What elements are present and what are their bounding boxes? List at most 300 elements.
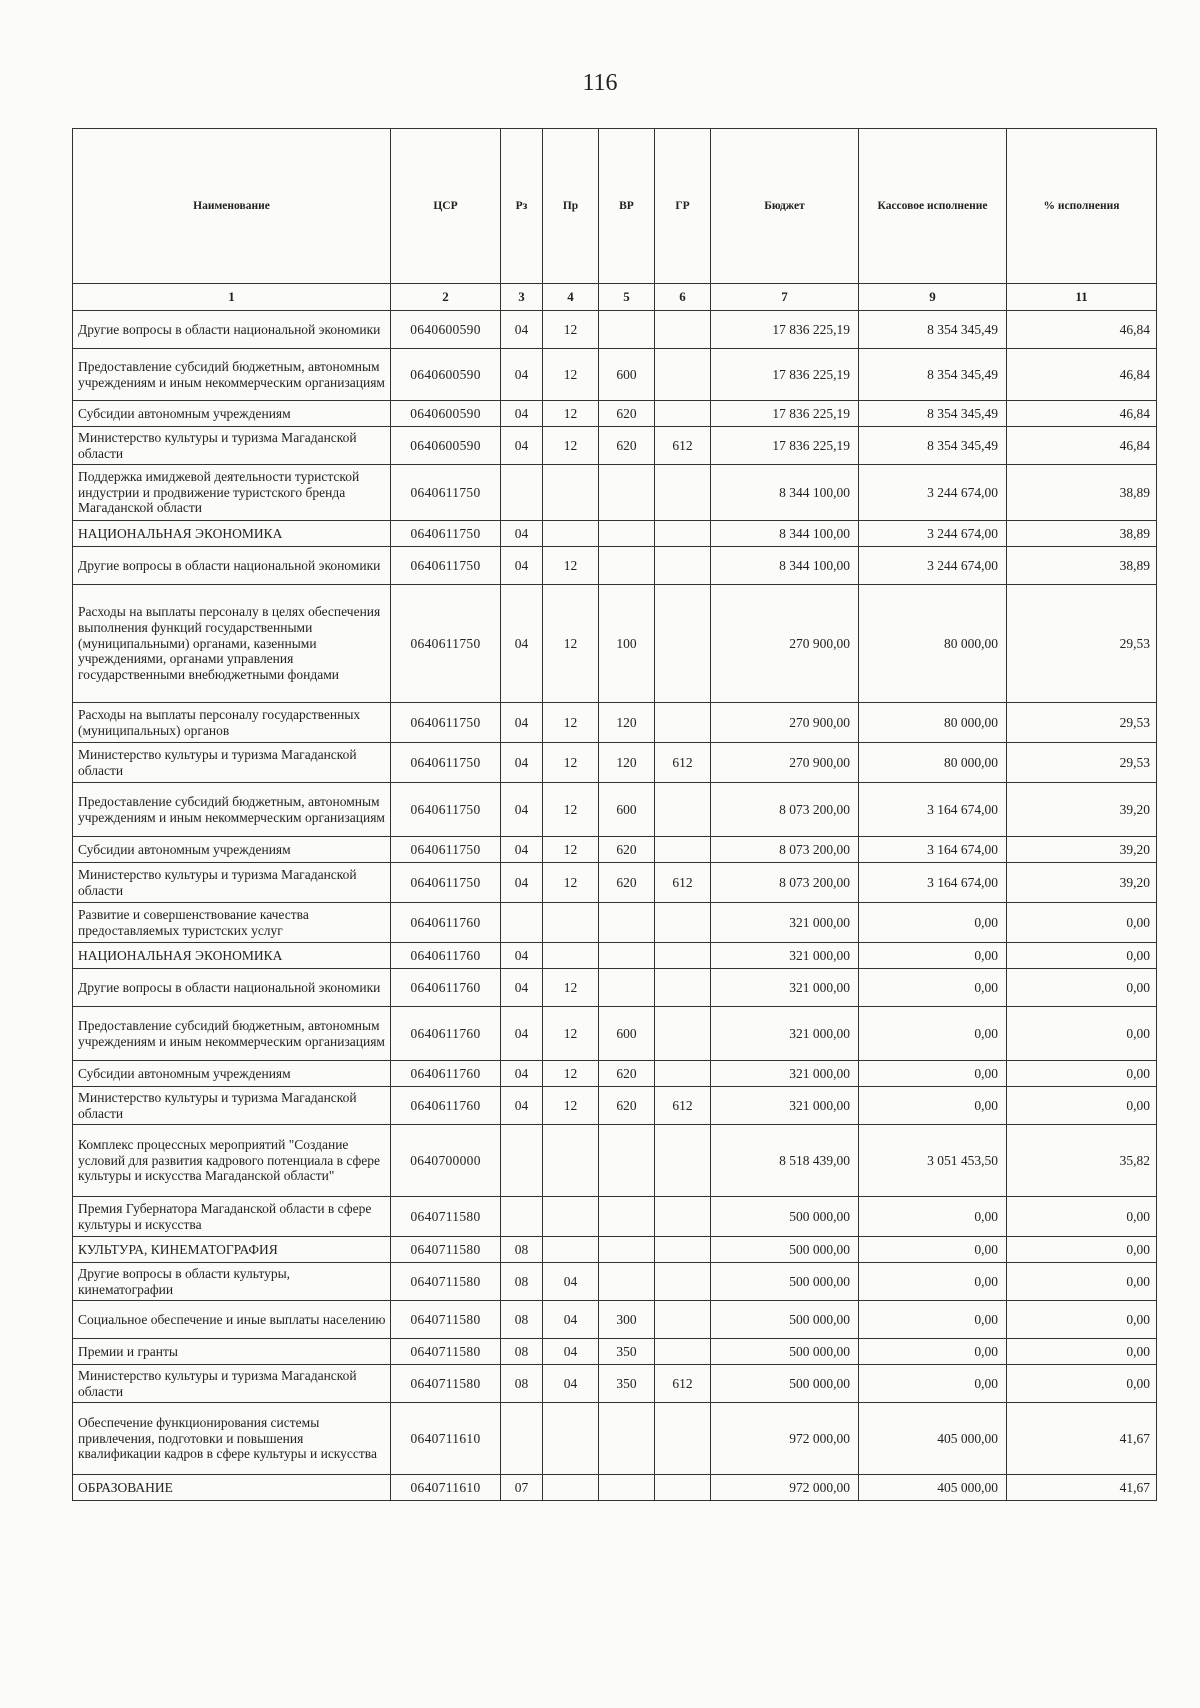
cell-rz: 08 xyxy=(501,1263,543,1301)
cell-name: Премия Губернатора Магаданской области в сфере культуры и искусства xyxy=(73,1197,391,1237)
column-number-row xyxy=(73,284,1157,311)
cell-pr xyxy=(543,1403,599,1475)
cell-execution-percent: 38,89 xyxy=(1007,465,1157,521)
cell-vr: 620 xyxy=(599,837,655,863)
table-row xyxy=(73,1061,1157,1087)
cell-rz: 04 xyxy=(501,401,543,427)
cell-budget: 321 000,00 xyxy=(711,1061,859,1087)
cell-execution-percent: 0,00 xyxy=(1007,969,1157,1007)
cell-pr: 04 xyxy=(543,1339,599,1365)
cell-rz: 04 xyxy=(501,943,543,969)
cell-gr xyxy=(655,1061,711,1087)
cell-csr: 0640711610 xyxy=(391,1403,501,1475)
cell-budget: 8 518 439,00 xyxy=(711,1125,859,1197)
cell-execution-percent: 0,00 xyxy=(1007,1301,1157,1339)
cell-vr: 120 xyxy=(599,743,655,783)
cell-pr xyxy=(543,943,599,969)
cell-execution-percent: 35,82 xyxy=(1007,1125,1157,1197)
cell-vr: 600 xyxy=(599,349,655,401)
table-row xyxy=(73,703,1157,743)
cell-cash-execution: 0,00 xyxy=(859,1087,1007,1125)
cell-vr xyxy=(599,1125,655,1197)
cell-name: Министерство культуры и туризма Магаданской области xyxy=(73,1087,391,1125)
cell-name: ОБРАЗОВАНИЕ xyxy=(73,1475,391,1501)
header-vr: ВР xyxy=(599,129,655,284)
cell-vr xyxy=(599,1403,655,1475)
cell-gr xyxy=(655,1403,711,1475)
cell-vr xyxy=(599,1197,655,1237)
cell-cash-execution: 3 164 674,00 xyxy=(859,863,1007,903)
cell-cash-execution: 8 354 345,49 xyxy=(859,311,1007,349)
cell-vr xyxy=(599,547,655,585)
cell-gr xyxy=(655,311,711,349)
cell-budget: 270 900,00 xyxy=(711,743,859,783)
cell-csr: 0640711580 xyxy=(391,1197,501,1237)
cell-name: Другие вопросы в области национальной экономики xyxy=(73,969,391,1007)
header-budget: Бюджет xyxy=(711,129,859,284)
cell-budget: 17 836 225,19 xyxy=(711,401,859,427)
column-number: 7 xyxy=(711,284,859,311)
table-row xyxy=(73,311,1157,349)
cell-pr: 12 xyxy=(543,427,599,465)
cell-name: Другие вопросы в области национальной экономики xyxy=(73,547,391,585)
cell-budget: 500 000,00 xyxy=(711,1339,859,1365)
cell-csr: 0640611760 xyxy=(391,903,501,943)
cell-rz: 08 xyxy=(501,1365,543,1403)
cell-rz: 04 xyxy=(501,349,543,401)
cell-csr: 0640600590 xyxy=(391,349,501,401)
cell-budget: 8 073 200,00 xyxy=(711,783,859,837)
cell-name: Предоставление субсидий бюджетным, автономным учреждениям и иным некоммерческим организациям xyxy=(73,1007,391,1061)
table-row xyxy=(73,783,1157,837)
cell-cash-execution: 8 354 345,49 xyxy=(859,427,1007,465)
cell-rz: 04 xyxy=(501,1007,543,1061)
cell-vr: 620 xyxy=(599,1087,655,1125)
cell-cash-execution: 0,00 xyxy=(859,1339,1007,1365)
cell-cash-execution: 0,00 xyxy=(859,903,1007,943)
cell-cash-execution: 0,00 xyxy=(859,1365,1007,1403)
cell-budget: 17 836 225,19 xyxy=(711,427,859,465)
header-cash-execution: Кассовое исполнение xyxy=(859,129,1007,284)
table-body xyxy=(73,311,1157,1501)
cell-vr: 600 xyxy=(599,783,655,837)
cell-csr: 0640611750 xyxy=(391,863,501,903)
cell-vr xyxy=(599,969,655,1007)
cell-csr: 0640611750 xyxy=(391,585,501,703)
cell-gr xyxy=(655,943,711,969)
cell-budget: 8 344 100,00 xyxy=(711,547,859,585)
cell-rz: 04 xyxy=(501,703,543,743)
cell-name: Субсидии автономным учреждениям xyxy=(73,1061,391,1087)
cell-cash-execution: 0,00 xyxy=(859,969,1007,1007)
cell-budget: 270 900,00 xyxy=(711,703,859,743)
cell-csr: 0640711580 xyxy=(391,1263,501,1301)
cell-name: Другие вопросы в области национальной экономики xyxy=(73,311,391,349)
column-number: 9 xyxy=(859,284,1007,311)
cell-execution-percent: 29,53 xyxy=(1007,743,1157,783)
cell-budget: 500 000,00 xyxy=(711,1263,859,1301)
cell-pr xyxy=(543,1125,599,1197)
column-number: 1 xyxy=(73,284,391,311)
cell-csr: 0640611750 xyxy=(391,783,501,837)
cell-budget: 8 344 100,00 xyxy=(711,465,859,521)
cell-pr: 12 xyxy=(543,969,599,1007)
cell-rz: 08 xyxy=(501,1301,543,1339)
cell-vr xyxy=(599,1237,655,1263)
cell-vr xyxy=(599,903,655,943)
table-row xyxy=(73,1263,1157,1301)
cell-pr: 12 xyxy=(543,863,599,903)
cell-execution-percent: 38,89 xyxy=(1007,521,1157,547)
table-row xyxy=(73,743,1157,783)
table-row xyxy=(73,465,1157,521)
cell-execution-percent: 0,00 xyxy=(1007,1237,1157,1263)
cell-execution-percent: 46,84 xyxy=(1007,349,1157,401)
table-row xyxy=(73,969,1157,1007)
cell-budget: 500 000,00 xyxy=(711,1301,859,1339)
cell-cash-execution: 3 244 674,00 xyxy=(859,521,1007,547)
cell-gr: 612 xyxy=(655,1365,711,1403)
cell-csr: 0640611760 xyxy=(391,943,501,969)
cell-rz xyxy=(501,1197,543,1237)
cell-vr: 350 xyxy=(599,1339,655,1365)
cell-gr xyxy=(655,585,711,703)
cell-gr xyxy=(655,465,711,521)
cell-cash-execution: 0,00 xyxy=(859,1237,1007,1263)
header-pr: Пр xyxy=(543,129,599,284)
cell-rz: 04 xyxy=(501,783,543,837)
cell-rz xyxy=(501,1125,543,1197)
cell-execution-percent: 0,00 xyxy=(1007,1263,1157,1301)
table-row xyxy=(73,1197,1157,1237)
cell-cash-execution: 80 000,00 xyxy=(859,585,1007,703)
cell-cash-execution: 3 051 453,50 xyxy=(859,1125,1007,1197)
cell-gr: 612 xyxy=(655,427,711,465)
cell-name: НАЦИОНАЛЬНАЯ ЭКОНОМИКА xyxy=(73,521,391,547)
cell-budget: 972 000,00 xyxy=(711,1475,859,1501)
cell-budget: 972 000,00 xyxy=(711,1403,859,1475)
cell-cash-execution: 3 164 674,00 xyxy=(859,837,1007,863)
cell-pr xyxy=(543,1237,599,1263)
cell-pr xyxy=(543,1197,599,1237)
cell-pr xyxy=(543,521,599,547)
table-row xyxy=(73,1339,1157,1365)
cell-pr: 04 xyxy=(543,1365,599,1403)
cell-name: Министерство культуры и туризма Магаданской области xyxy=(73,1365,391,1403)
cell-vr: 620 xyxy=(599,427,655,465)
cell-csr: 0640711580 xyxy=(391,1237,501,1263)
header-csr: ЦСР xyxy=(391,129,501,284)
table-row xyxy=(73,837,1157,863)
column-number: 5 xyxy=(599,284,655,311)
header-gr: ГР xyxy=(655,129,711,284)
cell-gr xyxy=(655,969,711,1007)
cell-gr: 612 xyxy=(655,743,711,783)
cell-gr xyxy=(655,783,711,837)
table-row xyxy=(73,1301,1157,1339)
cell-rz: 04 xyxy=(501,311,543,349)
cell-rz: 04 xyxy=(501,585,543,703)
cell-execution-percent: 0,00 xyxy=(1007,943,1157,969)
cell-cash-execution: 80 000,00 xyxy=(859,703,1007,743)
cell-pr: 12 xyxy=(543,837,599,863)
cell-cash-execution: 0,00 xyxy=(859,1263,1007,1301)
cell-csr: 0640611760 xyxy=(391,1087,501,1125)
cell-csr: 0640611750 xyxy=(391,837,501,863)
cell-name: Министерство культуры и туризма Магаданской области xyxy=(73,427,391,465)
cell-vr: 620 xyxy=(599,401,655,427)
cell-pr: 12 xyxy=(543,349,599,401)
cell-gr xyxy=(655,1007,711,1061)
cell-vr xyxy=(599,943,655,969)
cell-vr xyxy=(599,465,655,521)
cell-execution-percent: 39,20 xyxy=(1007,863,1157,903)
cell-vr: 120 xyxy=(599,703,655,743)
cell-execution-percent: 41,67 xyxy=(1007,1475,1157,1501)
cell-csr: 0640711610 xyxy=(391,1475,501,1501)
cell-rz: 04 xyxy=(501,969,543,1007)
column-number: 2 xyxy=(391,284,501,311)
cell-cash-execution: 3 244 674,00 xyxy=(859,547,1007,585)
cell-pr: 04 xyxy=(543,1301,599,1339)
cell-execution-percent: 46,84 xyxy=(1007,427,1157,465)
cell-cash-execution: 80 000,00 xyxy=(859,743,1007,783)
cell-name: Обеспечение функционирования системы привлечения, подготовки и повышения квалификации кадров в сфере культуры и искусства xyxy=(73,1403,391,1475)
cell-name: Поддержка имиджевой деятельности туристской индустрии и продвижение туристского бренда Магаданской области xyxy=(73,465,391,521)
table-row xyxy=(73,401,1157,427)
cell-gr xyxy=(655,1301,711,1339)
header-rz: Рз xyxy=(501,129,543,284)
cell-pr: 12 xyxy=(543,585,599,703)
cell-execution-percent: 0,00 xyxy=(1007,1365,1157,1403)
table-row xyxy=(73,521,1157,547)
cell-budget: 321 000,00 xyxy=(711,903,859,943)
table-row xyxy=(73,1403,1157,1475)
cell-vr: 620 xyxy=(599,863,655,903)
cell-vr: 600 xyxy=(599,1007,655,1061)
cell-gr xyxy=(655,547,711,585)
cell-csr: 0640611760 xyxy=(391,1061,501,1087)
cell-execution-percent: 38,89 xyxy=(1007,547,1157,585)
cell-name: Развитие и совершенствование качества предоставляемых туристских услуг xyxy=(73,903,391,943)
cell-pr xyxy=(543,1475,599,1501)
table-row xyxy=(73,547,1157,585)
column-number: 6 xyxy=(655,284,711,311)
cell-execution-percent: 46,84 xyxy=(1007,311,1157,349)
column-number: 4 xyxy=(543,284,599,311)
header-row xyxy=(73,129,1157,284)
cell-csr: 0640611750 xyxy=(391,521,501,547)
cell-gr xyxy=(655,401,711,427)
cell-vr xyxy=(599,521,655,547)
column-number: 11 xyxy=(1007,284,1157,311)
cell-rz: 04 xyxy=(501,1061,543,1087)
cell-csr: 0640711580 xyxy=(391,1339,501,1365)
table-row xyxy=(73,1087,1157,1125)
cell-execution-percent: 46,84 xyxy=(1007,401,1157,427)
cell-pr: 12 xyxy=(543,1007,599,1061)
cell-pr: 12 xyxy=(543,1087,599,1125)
cell-pr: 12 xyxy=(543,1061,599,1087)
cell-execution-percent: 29,53 xyxy=(1007,585,1157,703)
cell-rz: 04 xyxy=(501,863,543,903)
cell-csr: 0640611750 xyxy=(391,465,501,521)
cell-csr: 0640611750 xyxy=(391,547,501,585)
cell-cash-execution: 0,00 xyxy=(859,1061,1007,1087)
cell-csr: 0640711580 xyxy=(391,1301,501,1339)
cell-budget: 8 073 200,00 xyxy=(711,837,859,863)
cell-rz: 07 xyxy=(501,1475,543,1501)
cell-gr xyxy=(655,1197,711,1237)
table-row xyxy=(73,1365,1157,1403)
cell-pr: 12 xyxy=(543,783,599,837)
cell-csr: 0640600590 xyxy=(391,401,501,427)
cell-budget: 500 000,00 xyxy=(711,1365,859,1403)
cell-gr xyxy=(655,903,711,943)
cell-cash-execution: 0,00 xyxy=(859,1197,1007,1237)
cell-rz xyxy=(501,465,543,521)
cell-pr: 12 xyxy=(543,547,599,585)
cell-gr xyxy=(655,1339,711,1365)
cell-budget: 17 836 225,19 xyxy=(711,349,859,401)
table-row xyxy=(73,427,1157,465)
column-number: 3 xyxy=(501,284,543,311)
cell-budget: 321 000,00 xyxy=(711,1087,859,1125)
cell-execution-percent: 0,00 xyxy=(1007,1061,1157,1087)
cell-execution-percent: 41,67 xyxy=(1007,1403,1157,1475)
cell-name: Министерство культуры и туризма Магаданской области xyxy=(73,863,391,903)
cell-vr: 350 xyxy=(599,1365,655,1403)
table-row xyxy=(73,349,1157,401)
cell-gr xyxy=(655,521,711,547)
cell-rz xyxy=(501,903,543,943)
cell-rz: 08 xyxy=(501,1237,543,1263)
cell-csr: 0640611750 xyxy=(391,743,501,783)
cell-name: Комплекс процессных мероприятий "Создание условий для развития кадрового потенциала в сфере культуры и искусства Магаданской области" xyxy=(73,1125,391,1197)
header-execution-percent: % исполнения xyxy=(1007,129,1157,284)
cell-csr: 0640711580 xyxy=(391,1365,501,1403)
cell-name: Предоставление субсидий бюджетным, автономным учреждениям и иным некоммерческим организациям xyxy=(73,349,391,401)
cell-csr: 0640611760 xyxy=(391,969,501,1007)
cell-cash-execution: 3 244 674,00 xyxy=(859,465,1007,521)
cell-csr: 0640611760 xyxy=(391,1007,501,1061)
table-row xyxy=(73,863,1157,903)
cell-vr xyxy=(599,1263,655,1301)
cell-rz: 04 xyxy=(501,521,543,547)
cell-execution-percent: 29,53 xyxy=(1007,703,1157,743)
cell-csr: 0640611750 xyxy=(391,703,501,743)
cell-cash-execution: 8 354 345,49 xyxy=(859,349,1007,401)
cell-pr xyxy=(543,465,599,521)
cell-gr xyxy=(655,1475,711,1501)
cell-vr: 300 xyxy=(599,1301,655,1339)
table-row xyxy=(73,943,1157,969)
cell-name: Субсидии автономным учреждениям xyxy=(73,401,391,427)
cell-rz: 04 xyxy=(501,743,543,783)
cell-vr: 620 xyxy=(599,1061,655,1087)
cell-name: Расходы на выплаты персоналу государственных (муниципальных) органов xyxy=(73,703,391,743)
cell-execution-percent: 39,20 xyxy=(1007,783,1157,837)
cell-name: Субсидии автономным учреждениям xyxy=(73,837,391,863)
table-row xyxy=(73,1007,1157,1061)
cell-rz: 04 xyxy=(501,427,543,465)
cell-gr xyxy=(655,703,711,743)
cell-budget: 321 000,00 xyxy=(711,969,859,1007)
cell-pr xyxy=(543,903,599,943)
table-row xyxy=(73,903,1157,943)
cell-execution-percent: 0,00 xyxy=(1007,1339,1157,1365)
budget-execution-table xyxy=(72,128,1157,1501)
cell-budget: 270 900,00 xyxy=(711,585,859,703)
cell-rz: 04 xyxy=(501,837,543,863)
cell-gr: 612 xyxy=(655,863,711,903)
cell-gr xyxy=(655,1237,711,1263)
cell-budget: 8 344 100,00 xyxy=(711,521,859,547)
page-number: 116 xyxy=(582,70,618,96)
cell-execution-percent: 39,20 xyxy=(1007,837,1157,863)
cell-execution-percent: 0,00 xyxy=(1007,903,1157,943)
cell-vr: 100 xyxy=(599,585,655,703)
cell-budget: 321 000,00 xyxy=(711,943,859,969)
cell-cash-execution: 3 164 674,00 xyxy=(859,783,1007,837)
header-name: Наименование xyxy=(73,129,391,284)
cell-pr: 12 xyxy=(543,311,599,349)
cell-cash-execution: 405 000,00 xyxy=(859,1403,1007,1475)
cell-name: НАЦИОНАЛЬНАЯ ЭКОНОМИКА xyxy=(73,943,391,969)
table-row xyxy=(73,1475,1157,1501)
cell-rz xyxy=(501,1403,543,1475)
cell-rz: 08 xyxy=(501,1339,543,1365)
cell-name: Расходы на выплаты персоналу в целях обеспечения выполнения функций государственными (муниципальными) органами, казенными учреждениями, органами управления государственными внебюджетными фондами xyxy=(73,585,391,703)
cell-budget: 321 000,00 xyxy=(711,1007,859,1061)
cell-gr xyxy=(655,1125,711,1197)
cell-name: Предоставление субсидий бюджетным, автономным учреждениям и иным некоммерческим организациям xyxy=(73,783,391,837)
cell-budget: 8 073 200,00 xyxy=(711,863,859,903)
cell-csr: 0640600590 xyxy=(391,427,501,465)
cell-pr: 04 xyxy=(543,1263,599,1301)
cell-name: Министерство культуры и туризма Магаданской области xyxy=(73,743,391,783)
cell-budget: 500 000,00 xyxy=(711,1197,859,1237)
cell-cash-execution: 0,00 xyxy=(859,1301,1007,1339)
cell-name: Другие вопросы в области культуры, кинематографии xyxy=(73,1263,391,1301)
cell-gr xyxy=(655,349,711,401)
cell-execution-percent: 0,00 xyxy=(1007,1197,1157,1237)
cell-cash-execution: 0,00 xyxy=(859,1007,1007,1061)
cell-cash-execution: 405 000,00 xyxy=(859,1475,1007,1501)
cell-pr: 12 xyxy=(543,401,599,427)
table-row xyxy=(73,1237,1157,1263)
cell-name: Премии и гранты xyxy=(73,1339,391,1365)
cell-cash-execution: 0,00 xyxy=(859,943,1007,969)
cell-rz: 04 xyxy=(501,1087,543,1125)
cell-execution-percent: 0,00 xyxy=(1007,1007,1157,1061)
cell-vr xyxy=(599,311,655,349)
cell-name: КУЛЬТУРА, КИНЕМАТОГРАФИЯ xyxy=(73,1237,391,1263)
cell-gr xyxy=(655,1263,711,1301)
table-row xyxy=(73,585,1157,703)
cell-cash-execution: 8 354 345,49 xyxy=(859,401,1007,427)
cell-csr: 0640600590 xyxy=(391,311,501,349)
cell-budget: 17 836 225,19 xyxy=(711,311,859,349)
cell-execution-percent: 0,00 xyxy=(1007,1087,1157,1125)
cell-gr xyxy=(655,837,711,863)
cell-rz: 04 xyxy=(501,547,543,585)
cell-pr: 12 xyxy=(543,743,599,783)
cell-name: Социальное обеспечение и иные выплаты населению xyxy=(73,1301,391,1339)
cell-pr: 12 xyxy=(543,703,599,743)
cell-csr: 0640700000 xyxy=(391,1125,501,1197)
cell-budget: 500 000,00 xyxy=(711,1237,859,1263)
